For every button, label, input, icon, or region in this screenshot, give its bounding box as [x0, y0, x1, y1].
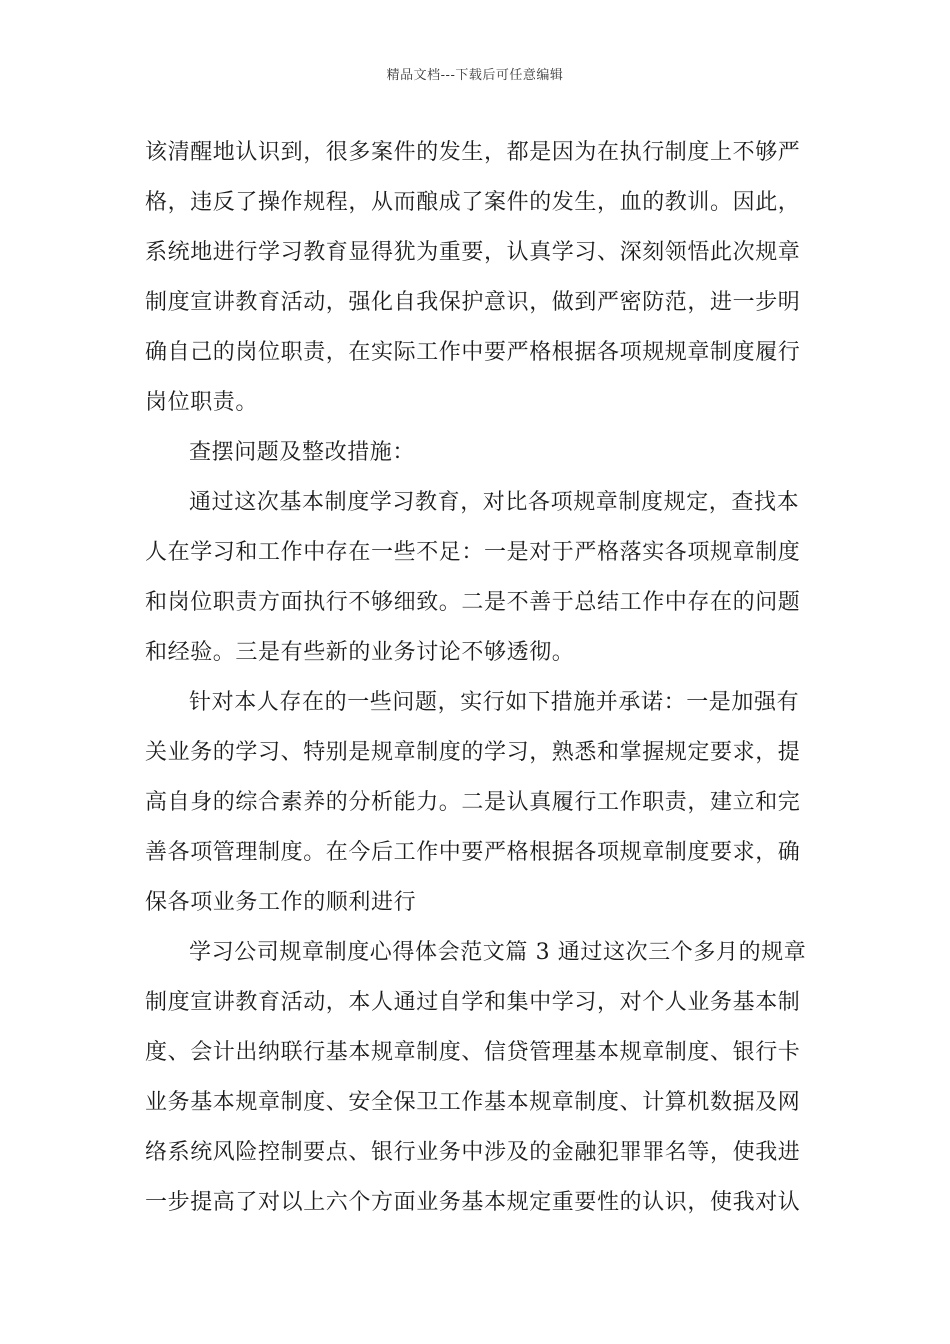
text-line: 一步提高了对以上六个方面业务基本规定重要性的认识，使我对认: [145, 1190, 801, 1215]
page-header: 精品文档---下载后可任意编辑: [386, 68, 564, 83]
paragraph: [145, 678, 807, 928]
text-line: 该清醒地认识到，很多案件的发生，都是因为在执行制度上不够严: [145, 140, 801, 165]
text-line: 确自己的岗位职责，在实际工作中要严格根据各项规规章制度履行: [145, 340, 801, 365]
text-line: 学习公司规章制度心得体会范文篇 3 通过这次三个多月的规章: [189, 940, 807, 965]
text-line: 善各项管理制度。在今后工作中要严格根据各项规章制度要求，确: [145, 840, 801, 865]
text-line: 查摆问题及整改措施：: [189, 440, 416, 465]
text-line: 制度宣讲教育活动，强化自我保护意识，做到严密防范，进一步明: [145, 290, 801, 315]
text-line: 高自身的综合素养的分析能力。二是认真履行工作职责，建立和完: [145, 790, 801, 815]
paragraph: [145, 928, 807, 1228]
text-line: 制度宣讲教育活动，本人通过自学和集中学习，对个人业务基本制: [145, 990, 801, 1015]
text-line: 和经验。三是有些新的业务讨论不够透彻。: [145, 640, 575, 665]
text-line: 保各项业务工作的顺利进行: [145, 890, 417, 915]
text-line: 和岗位职责方面执行不够细致。二是不善于总结工作中存在的问题: [145, 590, 801, 615]
text-line: 通过这次基本制度学习教育，对比各项规章制度规定，查找本: [189, 490, 800, 515]
text-line: 络系统风险控制要点、银行业务中涉及的金融犯罪罪名等，使我进: [145, 1140, 801, 1165]
paragraph: [145, 128, 807, 428]
paragraph: [145, 478, 807, 678]
text-line: 度、会计出纳联行基本规章制度、信贷管理基本规章制度、银行卡: [145, 1040, 801, 1065]
text-line: 关业务的学习、特别是规章制度的学习，熟悉和掌握规定要求，提: [145, 740, 801, 765]
document-body: [145, 128, 807, 1228]
text-line: 业务基本规章制度、安全保卫工作基本规章制度、计算机数据及网: [145, 1090, 801, 1115]
text-line: 岗位职责。: [145, 390, 259, 415]
text-line: 格，违反了操作规程，从而酿成了案件的发生，血的教训。因此，: [145, 190, 801, 215]
section-heading: [145, 428, 807, 478]
text-line: 系统地进行学习教育显得犹为重要，认真学习、深刻领悟此次规章: [145, 240, 801, 265]
text-line: 针对本人存在的一些问题，实行如下措施并承诺：一是加强有: [189, 690, 800, 715]
text-line: 人在学习和工作中存在一些不足：一是对于严格落实各项规章制度: [145, 540, 801, 565]
